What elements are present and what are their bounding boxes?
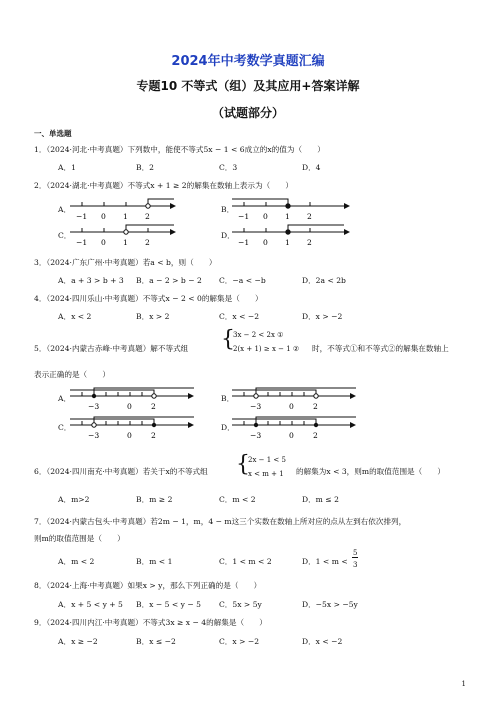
tick-label: 0 xyxy=(263,212,268,221)
tick-label: 2 xyxy=(145,212,150,221)
q5-option-b[interactable]: B． xyxy=(221,394,235,403)
question-8-text: 8．（2024·上海·中考真题）如果x > y，那么下列正确的是（ ） xyxy=(34,581,262,590)
fraction-denominator: 3 xyxy=(353,561,358,569)
q7-option-a[interactable]: A．m < 2 xyxy=(58,557,95,566)
q2-option-c[interactable]: C． xyxy=(58,231,72,240)
q8-option-d[interactable]: D．−5x > −5y xyxy=(302,600,358,609)
q9-option-a[interactable]: A．x ≥ −2 xyxy=(58,637,98,646)
tick-label: 2 xyxy=(313,431,318,440)
q3-option-c[interactable]: C．−a < −b xyxy=(219,276,266,285)
part-label: （试题部分） xyxy=(211,106,284,120)
tick-label: 2 xyxy=(151,402,156,411)
tick-label: 0 xyxy=(289,431,294,440)
question-7-text: 7．（2024·内蒙古包头·中考真题）若2m − 1，m，4 − m这三个实数在数轴上所对应的点从左到右依次排列， xyxy=(34,517,407,526)
q2-option-d[interactable]: D． xyxy=(221,231,235,240)
tick-label: −3 xyxy=(250,431,262,440)
tick-label: 1 xyxy=(123,212,128,221)
fraction-numerator: 5 xyxy=(353,549,358,557)
q6-inequality-1: 2x − 1 < 5 xyxy=(248,456,286,464)
tick-label: 0 xyxy=(101,238,106,247)
tick-label: 0 xyxy=(101,212,106,221)
tick-label: 2 xyxy=(313,402,318,411)
question-2-text: 2．（2024·湖北·中考真题）不等式x + 1 ≥ 2的解集在数轴上表示为（ ） xyxy=(34,181,293,190)
q5-a-number-line xyxy=(70,384,200,412)
q7-option-c[interactable]: C．1 < m < 2 xyxy=(219,557,272,566)
q1-option-b[interactable]: B．2 xyxy=(136,163,155,172)
q3-option-a[interactable]: A．a + 3 > b + 3 xyxy=(58,276,124,285)
question-5-text-start: 5．（2024·内蒙古赤峰·中考真题）解不等式组 xyxy=(34,344,189,353)
q5-option-c[interactable]: C． xyxy=(58,423,72,432)
tick-label: 2 xyxy=(145,238,150,247)
q8-option-c[interactable]: C．5x > 5y xyxy=(219,600,262,609)
question-4-text: 4．（2024·四川乐山·中考真题）不等式x − 2 < 0的解集是（ ） xyxy=(34,294,263,303)
q1-option-d[interactable]: D．4 xyxy=(302,163,321,172)
q9-option-b[interactable]: B．x ≤ −2 xyxy=(136,637,176,646)
q1-option-c[interactable]: C．3 xyxy=(219,163,238,172)
q8-option-b[interactable]: B．x − 5 < y − 5 xyxy=(136,600,201,609)
tick-label: 0 xyxy=(263,238,268,247)
tick-label: −1 xyxy=(238,238,250,247)
q4-option-d[interactable]: D．x > −2 xyxy=(302,312,343,321)
q6-option-d[interactable]: D．m ≤ 2 xyxy=(302,495,339,504)
question-6-text-start: 6．（2024·四川南充·中考真题）若关于x的不等式组 xyxy=(34,467,208,476)
q2-c-number-line xyxy=(70,222,180,248)
q9-option-d[interactable]: D．x < −2 xyxy=(302,637,343,646)
tick-label: 2 xyxy=(307,212,312,221)
q5-c-number-line xyxy=(70,413,200,441)
question-7-text-line2: 则m的取值范围是（ ） xyxy=(34,534,125,543)
q3-option-d[interactable]: D．2a < 2b xyxy=(302,276,346,285)
q2-a-number-line xyxy=(70,196,180,222)
system-brace: { xyxy=(236,452,250,477)
q7-option-b[interactable]: B．m < 1 xyxy=(136,557,173,566)
document-title: 2024年中考数学真题汇编 xyxy=(171,54,325,69)
q5-b-number-line xyxy=(232,384,362,412)
tick-label: 0 xyxy=(127,402,132,411)
question-3-text: 3．（2024·广东广州·中考真题）若a < b，则（ ） xyxy=(34,258,217,267)
q2-d-number-line xyxy=(232,222,352,248)
tick-label: 0 xyxy=(289,402,294,411)
q2-option-b[interactable]: B． xyxy=(221,205,235,214)
q9-option-c[interactable]: C．x > −2 xyxy=(219,637,260,646)
document-subtitle: 专题10 不等式（组）及其应用+答案详解 xyxy=(136,79,360,93)
q5-inequality-2: 2(x + 1) ≥ x − 1 ② xyxy=(233,345,300,353)
q2-b-number-line xyxy=(232,196,352,222)
q2-option-a[interactable]: A． xyxy=(58,205,72,214)
question-5-text-end: 时，不等式①和不等式②的解集在数轴上 xyxy=(312,344,449,353)
tick-label: −1 xyxy=(76,212,88,221)
q5-d-number-line xyxy=(232,413,362,441)
tick-label: −1 xyxy=(76,238,88,247)
question-1-text: 1．（2024·河北·中考真题）下列数中，能使不等式5x − 1 < 6成立的x的值为（ ） xyxy=(34,145,325,154)
q5-option-d[interactable]: D． xyxy=(221,423,235,432)
q4-option-a[interactable]: A．x < 2 xyxy=(58,312,92,321)
q4-option-c[interactable]: C．x < −2 xyxy=(219,312,260,321)
q3-option-b[interactable]: B．a − 2 > b − 2 xyxy=(136,276,202,285)
q1-option-a[interactable]: A．1 xyxy=(58,163,76,172)
tick-label: 2 xyxy=(151,431,156,440)
tick-label: 0 xyxy=(127,431,132,440)
question-5-text-line2: 表示正确的是（ ） xyxy=(34,370,110,379)
q6-option-c[interactable]: C．m < 2 xyxy=(219,495,256,504)
q7-option-d[interactable]: D．1 < m < xyxy=(302,557,348,566)
tick-label: 1 xyxy=(285,238,290,247)
question-6-text-end: 的解集为x < 3，则m的取值范围是（ ） xyxy=(296,467,446,476)
tick-label: −3 xyxy=(88,402,100,411)
page-number: 1 xyxy=(461,680,466,688)
section-heading: 一、单选题 xyxy=(34,129,72,138)
q5-inequality-1: 3x − 2 < 2x ① xyxy=(233,331,284,339)
tick-label: −1 xyxy=(238,212,250,221)
tick-label: 1 xyxy=(285,212,290,221)
q5-option-a[interactable]: A． xyxy=(58,394,72,403)
q4-option-b[interactable]: B．x > 2 xyxy=(136,312,170,321)
q6-option-a[interactable]: A．m>2 xyxy=(58,495,90,504)
tick-label: −3 xyxy=(250,402,262,411)
q6-inequality-2: x < m + 1 xyxy=(248,470,284,478)
question-9-text: 9．（2024·四川内江·中考真题）不等式3x ≥ x − 4的解集是（ ） xyxy=(34,618,267,627)
tick-label: −3 xyxy=(88,431,100,440)
q8-option-a[interactable]: A．x + 5 < y + 5 xyxy=(58,600,123,609)
system-brace: { xyxy=(221,327,235,352)
tick-label: 2 xyxy=(307,238,312,247)
q6-option-b[interactable]: B．m ≥ 2 xyxy=(136,495,173,504)
tick-label: 1 xyxy=(123,238,128,247)
